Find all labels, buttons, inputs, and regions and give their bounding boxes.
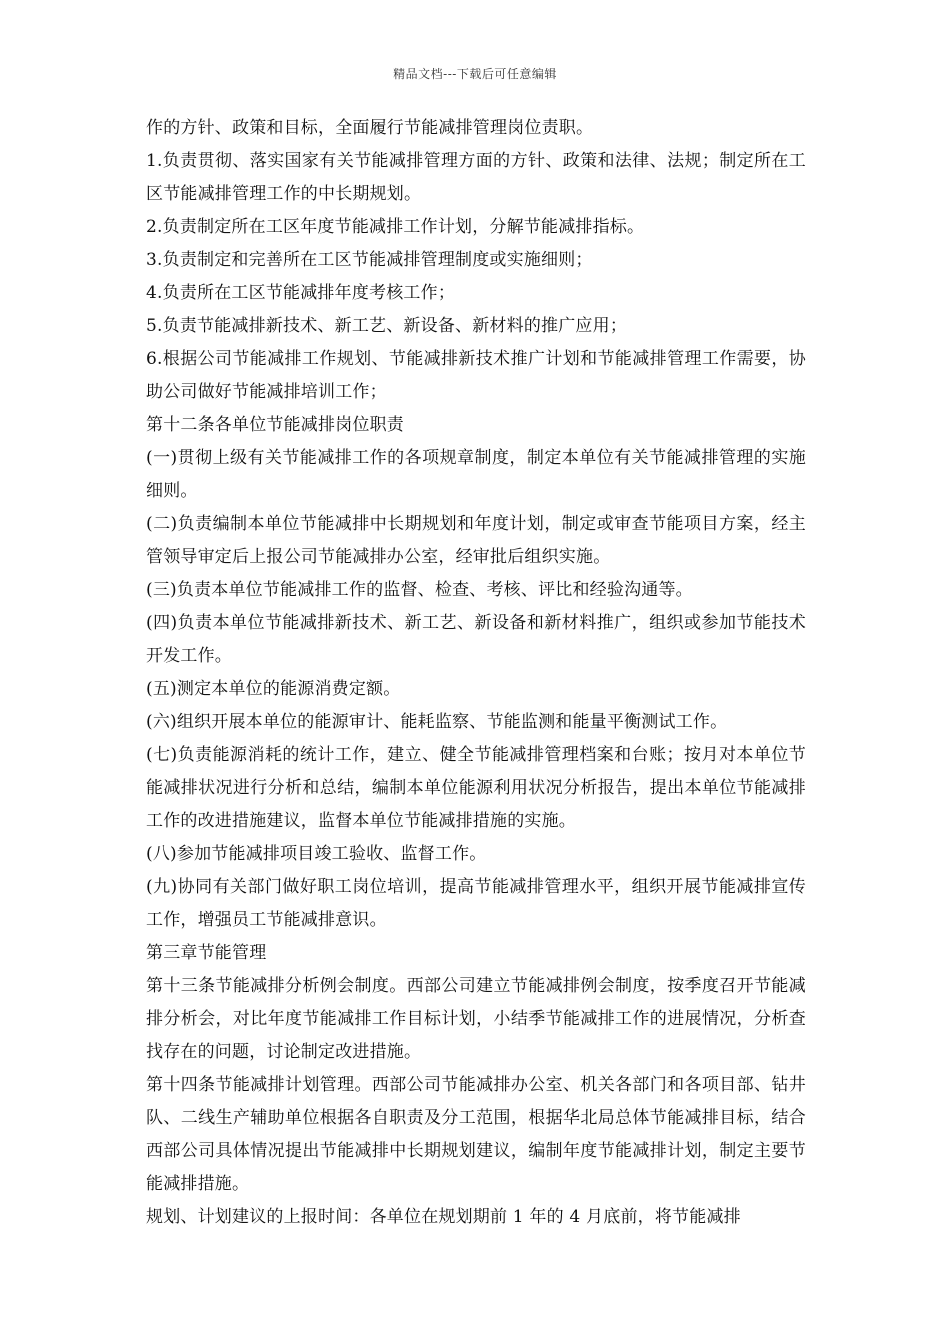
paragraph: 第十四条节能减排计划管理。西部公司节能减排办公室、机关各部门和各项目部、钻井队、二线生产辅助单位根据各自职责及分工范围，根据华北局总体节能减排目标，结合西部公司具体情况提出节能减排中长期规划建议，编制年度节能减排计划，制定主要节能减排措施。 bbox=[146, 1075, 806, 1194]
paragraph: (四)负责本单位节能减排新技术、新工艺、新设备和新材料推广，组织或参加节能技术开发工作。 bbox=[146, 613, 806, 666]
paragraph: 6.根据公司节能减排工作规划、节能减排新技术推广计划和节能减排管理工作需要，协助公司做好节能减排培训工作； bbox=[146, 349, 806, 402]
paragraph: (八)参加节能减排项目竣工验收、监督工作。 bbox=[146, 844, 487, 864]
paragraph: (九)协同有关部门做好职工岗位培训，提高节能减排管理水平，组织开展节能减排宣传工作，增强员工节能减排意识。 bbox=[146, 877, 806, 930]
paragraph: (七)负责能源消耗的统计工作，建立、健全节能减排管理档案和台账；按月对本单位节能减排状况进行分析和总结，编制本单位能源利用状况分析报告，提出本单位节能减排工作的改进措施建议，监督本单位节能减排措施的实施。 bbox=[146, 745, 806, 831]
paragraph: (二)负责编制本单位节能减排中长期规划和年度计划，制定或审查节能项目方案，经主管领导审定后上报公司节能减排办公室，经审批后组织实施。 bbox=[146, 514, 806, 567]
paragraph: 2.负责制定所在工区年度节能减排工作计划，分解节能减排指标。 bbox=[146, 217, 645, 237]
section-heading: 第十二条各单位节能减排岗位职责 bbox=[146, 415, 404, 435]
paragraph: 1.负责贯彻、落实国家有关节能减排管理方面的方针、政策和法律、法规；制定所在工区节能减排管理工作的中长期规划。 bbox=[146, 151, 806, 204]
paragraph: 第十三条节能减排分析例会制度。西部公司建立节能减排例会制度，按季度召开节能减排分析会，对比年度节能减排工作目标计划，小结季节能减排工作的进展情况，分析查找存在的问题，讨论制定改进措施。 bbox=[146, 976, 806, 1062]
paragraph: 4.负责所在工区节能减排年度考核工作； bbox=[146, 283, 456, 303]
paragraph: 5.负责节能减排新技术、新工艺、新设备、新材料的推广应用； bbox=[146, 316, 628, 336]
paragraph: (一)贯彻上级有关节能减排工作的各项规章制度，制定本单位有关节能减排管理的实施细则。 bbox=[146, 448, 806, 501]
paragraph: (五)测定本单位的能源消费定额。 bbox=[146, 679, 401, 699]
paragraph: 作的方针、政策和目标，全面履行节能减排管理岗位责职。 bbox=[146, 118, 594, 138]
chapter-heading: 第三章节能管理 bbox=[146, 943, 267, 963]
paragraph: 3.负责制定和完善所在工区节能减排管理制度或实施细则； bbox=[146, 250, 593, 270]
page-header: 精品文档---下载后可任意编辑 bbox=[393, 67, 557, 81]
paragraph: (六)组织开展本单位的能源审计、能耗监察、节能监测和能量平衡测试工作。 bbox=[146, 712, 728, 732]
paragraph: 规划、计划建议的上报时间：各单位在规划期前 1 年的 4 月底前，将节能减排 bbox=[146, 1207, 741, 1227]
paragraph: (三)负责本单位节能减排工作的监督、检查、考核、评比和经验沟通等。 bbox=[146, 580, 693, 600]
document-body bbox=[146, 112, 806, 1234]
